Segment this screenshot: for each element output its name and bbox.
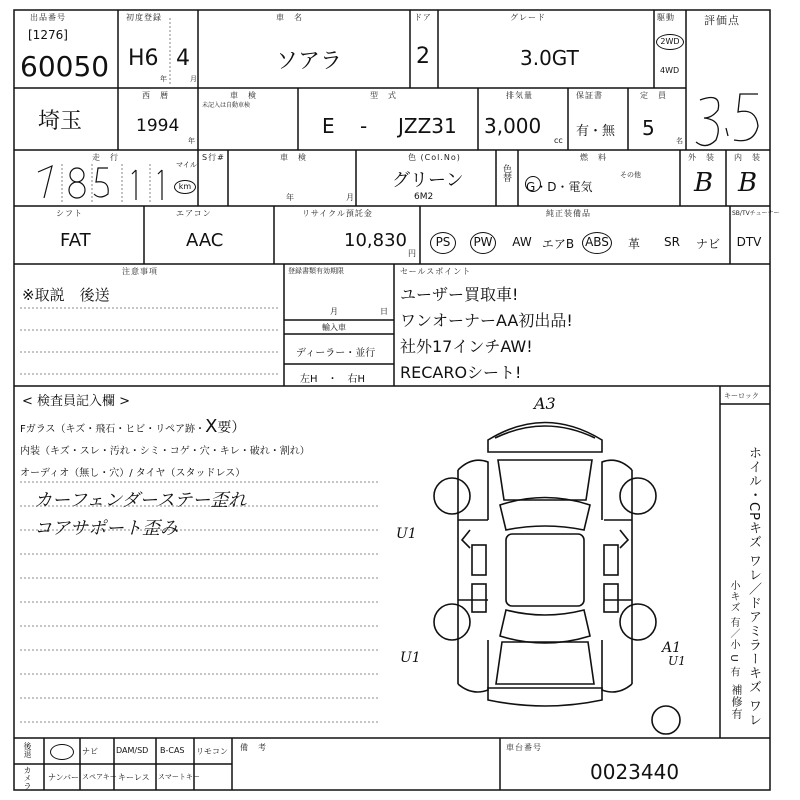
damage-mark-left-rear: U1 — [400, 650, 421, 666]
record-day: 日 — [380, 307, 388, 316]
footer-navi: ナビ — [82, 747, 98, 756]
recycle-label: リサイクル預託金 — [302, 209, 373, 218]
drive-4wd: 4WD — [660, 66, 680, 75]
windshield-text: Fガラス（キズ・飛石・ヒビ・リペア跡・ — [20, 424, 206, 435]
key-lock-label: キーロック — [724, 392, 759, 400]
grade: 3.0GT — [520, 46, 579, 70]
steering-side: 左H ・ 右H — [300, 374, 366, 385]
mileage-label: 走 行 — [92, 153, 119, 162]
shaken-month-mark: 月 — [346, 193, 354, 202]
remarks-label: 備 考 — [240, 743, 267, 752]
recycle-fee: 10,830 — [344, 230, 407, 251]
model-prefix: E — [322, 114, 335, 138]
footer-dam-sd: DAM/SD — [116, 746, 149, 755]
flag-label: S行# — [202, 153, 225, 162]
model-code: JZZ31 — [398, 114, 457, 138]
backup-camera-circle — [50, 744, 74, 760]
selling-point-4: RECAROシート! — [400, 363, 522, 382]
warranty: 有・無 — [576, 124, 616, 139]
selling-point-3: 社外17インチAW! — [400, 337, 533, 356]
model-label: 型 式 — [370, 91, 397, 100]
windshield-line — [20, 416, 245, 437]
equip-navi: ナビ — [695, 237, 720, 251]
month-mark: 月 — [190, 75, 197, 83]
footer-number: ナンバー — [48, 773, 80, 782]
drive-2wd: 2WD — [660, 37, 680, 46]
displacement-label: 排気量 — [506, 91, 533, 100]
capacity-unit: 名 — [676, 137, 683, 145]
damage-mark-right-rear-a: A1 — [662, 640, 682, 656]
equip-dtv: DTV — [736, 235, 762, 249]
capacity-label: 定 員 — [640, 91, 667, 100]
fuel-gasoline-circle — [525, 176, 541, 192]
footer-remote: リモコン — [196, 747, 228, 756]
car-diagram — [434, 423, 680, 735]
car-name-label: 車 名 — [276, 13, 303, 22]
audio-tire-line: オーディオ（無し・穴）/ タイヤ（スタッドレス） — [20, 468, 246, 479]
equip-aw: AW — [512, 235, 532, 249]
color-label: 色 (Col.No) — [408, 153, 461, 162]
footer-keyless: キーレス — [118, 773, 150, 782]
lot-number: 60050 — [20, 50, 110, 83]
chassis-label: 車台番号 — [506, 743, 542, 752]
drive-label: 駆動 — [657, 13, 675, 22]
exterior-grade: B — [694, 168, 714, 198]
equip-abs: ABS — [585, 235, 609, 249]
mileage-unit-km: km — [178, 182, 192, 191]
color-change: 色替 — [501, 164, 511, 182]
small-scratch-legend: 小キズ 有／小 U 有 — [728, 580, 739, 678]
record-month: 月 — [330, 307, 338, 316]
capacity: 5 — [642, 116, 655, 140]
color: グリーン — [392, 170, 464, 191]
shaken-year-mark: 年 — [286, 193, 294, 202]
wheel-mirror-legend: ホイル・CPキズ ワレ／ドアミラーキズ ワレ — [746, 446, 761, 728]
inspection-note-2: コアサポート歪み — [34, 518, 178, 539]
equip-airbag: エアB — [541, 237, 575, 251]
mileage-value — [100, 176, 103, 177]
shift-label: シフト — [56, 209, 83, 218]
damage-mark-left-front: U1 — [396, 526, 417, 542]
interior-grade: B — [738, 168, 758, 198]
car-name: ソアラ — [276, 49, 343, 74]
exterior-label: 外 装 — [688, 153, 715, 162]
fuel: G・D・電気 — [526, 180, 593, 194]
backup-label: 後退 — [23, 742, 32, 758]
model-dash: - — [360, 114, 368, 138]
doors-label: ドア — [414, 13, 432, 22]
damage-mark-front: A3 — [534, 394, 556, 413]
interior-label: 内 装 — [734, 153, 761, 162]
tv-tuner-label: SB/TVチューナー — [732, 210, 780, 217]
mileage-unit-mile: マイル — [176, 161, 197, 169]
equip-sunroof: SR — [664, 235, 680, 249]
dealer-parallel: ディーラー・並行 — [296, 348, 376, 359]
import-label: 輸入車 — [322, 323, 346, 332]
caution-label: 注意事項 — [122, 267, 158, 276]
model-year: 1994 — [136, 116, 180, 136]
score-label: 評価点 — [704, 14, 740, 27]
footer-spare-key: スペアキー — [82, 773, 117, 781]
inspection-title: < 検査員記入欄 > — [22, 394, 131, 409]
drive-2wd-circled — [656, 34, 684, 50]
first-registration-label: 初度登録 — [126, 13, 162, 22]
year-label: 西 暦 — [142, 91, 169, 100]
first-registration-month: 4 — [176, 46, 190, 71]
interior-line: 内装（キズ・スレ・汚れ・シミ・コゲ・穴・キレ・破れ・割れ） — [20, 446, 310, 457]
grade-label: グレード — [510, 13, 546, 22]
windshield-mark: X — [205, 416, 218, 437]
doors: 2 — [416, 44, 430, 69]
equip-ps: PS — [435, 235, 451, 249]
chassis-number: 0023440 — [590, 760, 680, 784]
color-code: 6M2 — [414, 192, 434, 202]
displacement-unit: cc — [554, 136, 563, 145]
ac-label: エアコン — [176, 209, 212, 218]
displacement: 3,000 — [484, 114, 542, 138]
repair-legend: 補修有 — [730, 684, 743, 720]
first-registration-era: H6 — [128, 46, 159, 71]
score-handwriting — [696, 94, 758, 146]
inspection-note-1: カーフェンダーステー歪れ — [34, 490, 247, 511]
inspection-note: 未記入は自動車検 — [202, 102, 251, 109]
equip-leather: 革 — [627, 237, 640, 251]
mileage-handwriting — [38, 166, 162, 200]
damage-mark-right-rear-u: U1 — [668, 654, 686, 668]
selling-point-label: セールスポイント — [400, 267, 472, 276]
air-conditioner: AAC — [186, 230, 224, 251]
shift: FAT — [60, 230, 91, 251]
shaken-label: 車 検 — [280, 153, 307, 162]
equip-pw: PW — [473, 235, 493, 249]
lot-sub-number: [1276] — [28, 28, 68, 42]
year-mark: 年 — [160, 75, 167, 83]
lot-number-label: 出品番号 — [30, 13, 66, 22]
equipment-label: 純正装備品 — [546, 209, 591, 218]
footer-bcas: B-CAS — [160, 746, 185, 755]
model-year-mark: 年 — [188, 137, 195, 145]
mileage-unit-km-circled — [174, 180, 196, 194]
selling-point-1: ユーザー買取車! — [400, 285, 519, 304]
record-label: 登録書類有効期限 — [288, 267, 344, 275]
camera-label: カメラ — [23, 766, 32, 790]
inspection-label: 車 検 — [230, 91, 257, 100]
prefecture: 埼玉 — [38, 109, 83, 134]
caution-text: ※取説 後送 — [22, 286, 110, 304]
warranty-label: 保証書 — [576, 91, 603, 100]
selling-point-2: ワンオーナーAA初出品! — [400, 311, 573, 330]
fuel-label: 燃 料 — [580, 153, 607, 162]
fuel-other: その他 — [620, 171, 641, 179]
recycle-unit: 円 — [408, 249, 416, 258]
windshield-suffix: 要） — [217, 420, 246, 436]
footer-smart-key: スマートキー — [158, 773, 200, 781]
